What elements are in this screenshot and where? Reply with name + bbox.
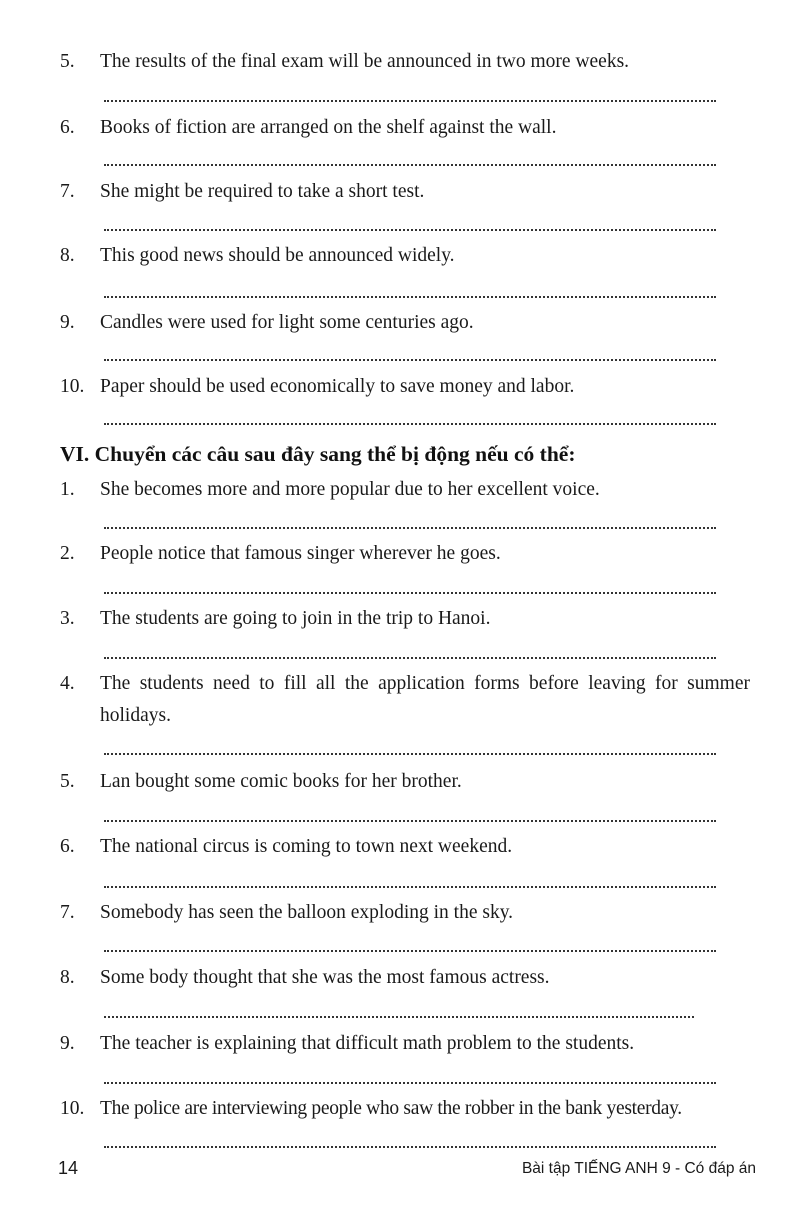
item-sentence: She becomes more and more popular due to her excellent voice. (100, 479, 600, 500)
item-number: 4. (60, 673, 75, 694)
item-sentence: People notice that famous singer wherever he goes. (100, 543, 501, 564)
item-sentence: The police are interviewing people who saw the robber in the bank yesterday. (100, 1098, 682, 1119)
answer-line[interactable] (104, 886, 716, 888)
answer-line[interactable] (104, 100, 716, 102)
item-number: 10. (60, 376, 85, 397)
answer-line[interactable] (104, 1082, 716, 1084)
item-sentence: The results of the final exam will be announced in two more weeks. (100, 51, 630, 72)
answer-line[interactable] (104, 527, 716, 529)
answer-line[interactable] (104, 1146, 716, 1148)
item-number: 9. (60, 312, 75, 333)
book-title: Bài tập TIẾNG ANH 9 - Có đáp án (521, 1160, 756, 1177)
item-number: 5. (60, 771, 75, 792)
item-number: 10. (60, 1098, 85, 1119)
item-sentence: Some body thought that she was the most famous actress. (100, 967, 550, 988)
item-number: 3. (60, 608, 75, 629)
item-number: 8. (60, 245, 75, 266)
page-number: 14 (58, 1158, 79, 1178)
item-sentence: Paper should be used economically to save money and labor. (100, 376, 575, 397)
answer-line[interactable] (104, 657, 716, 659)
answer-line[interactable] (104, 950, 716, 952)
item-number: 6. (60, 836, 75, 857)
item-number: 6. (60, 117, 75, 138)
item-sentence: The national circus is coming to town next weekend. (100, 836, 513, 857)
item-number: 7. (60, 181, 75, 202)
answer-line[interactable] (104, 359, 716, 361)
item-sentence: Lan bought some comic books for her brother. (100, 771, 462, 792)
answer-line[interactable] (104, 229, 716, 231)
item-sentence: The students need to fill all the application forms before leaving for summer holidays. (100, 673, 750, 726)
item-sentence: Somebody has seen the balloon exploding in the sky. (100, 902, 514, 923)
item-number: 5. (60, 51, 75, 72)
item-sentence: This good news should be announced widely. (100, 245, 455, 266)
item-sentence: The teacher is explaining that difficult math problem to the students. (100, 1033, 635, 1054)
item-number: 9. (60, 1033, 75, 1054)
item-sentence: Books of fiction are arranged on the shelf against the wall. (100, 117, 557, 138)
item-number: 8. (60, 967, 75, 988)
item-sentence: The students are going to join in the trip to Hanoi. (100, 608, 491, 629)
answer-line[interactable] (104, 296, 716, 298)
answer-line[interactable] (104, 1016, 694, 1018)
item-number: 1. (60, 479, 75, 500)
item-number: 7. (60, 902, 75, 923)
answer-line[interactable] (104, 423, 716, 425)
item-sentence: Candles were used for light some centuries ago. (100, 312, 474, 333)
item-sentence: She might be required to take a short test. (100, 181, 425, 202)
answer-line[interactable] (104, 592, 716, 594)
section-heading: VI. Chuyển các câu sau đây sang thể bị động nếu có thể: (60, 442, 576, 466)
item-number: 2. (60, 543, 75, 564)
answer-line[interactable] (104, 753, 716, 755)
answer-line[interactable] (104, 164, 716, 166)
answer-line[interactable] (104, 820, 716, 822)
